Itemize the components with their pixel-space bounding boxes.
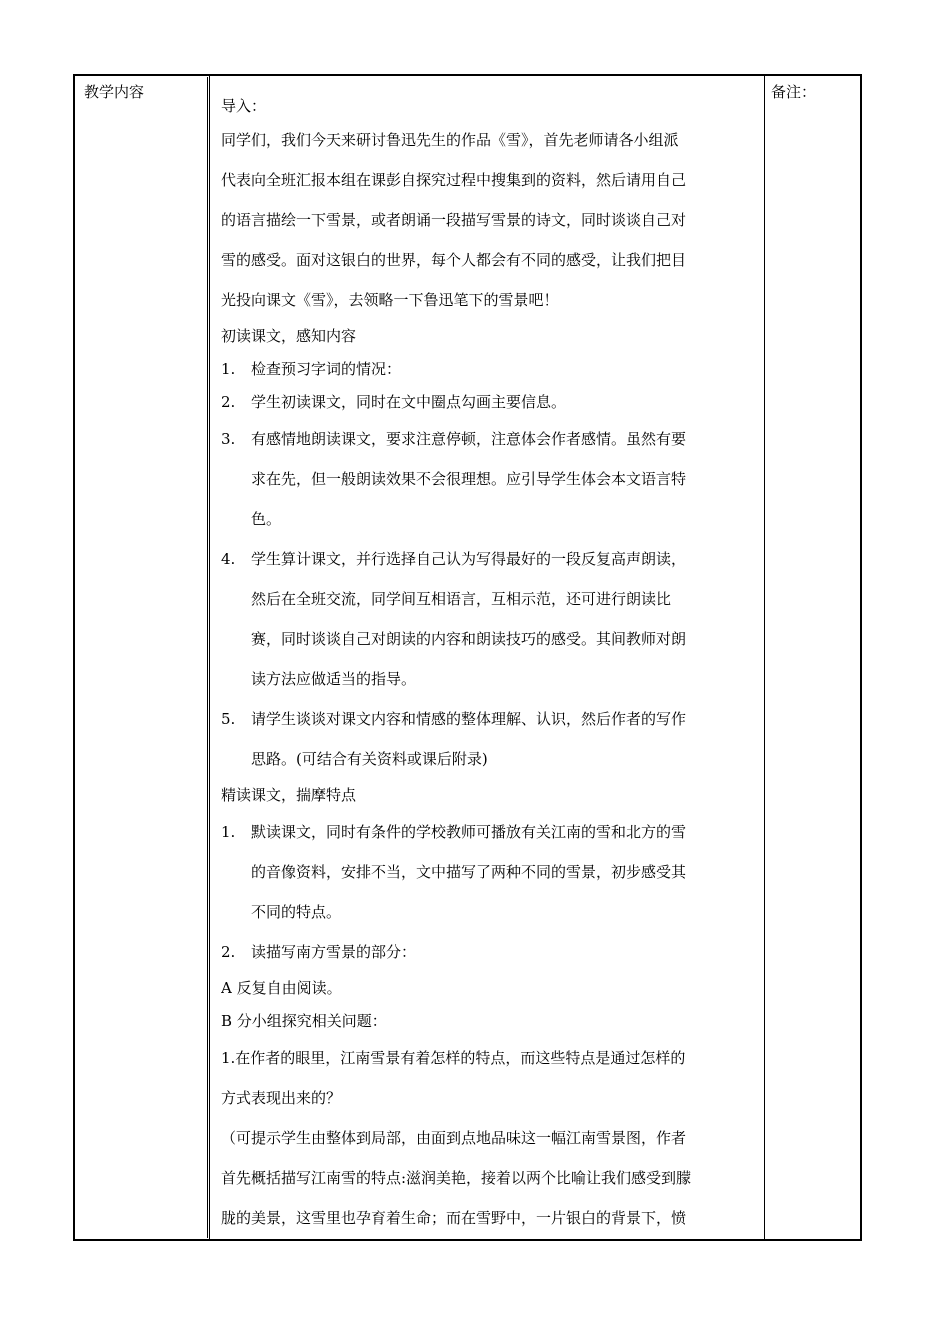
line-text: 求在先，但一般朗读效果不会很理想。应引导学生体会本文语言特 — [251, 470, 687, 488]
numbered-line — [221, 353, 749, 386]
line-text: 的语言描绘一下雪景，或者朗诵一段描写雪景的诗文，同时谈谈自己对 — [221, 211, 687, 229]
main-content-column — [212, 76, 765, 1239]
line-text: 雪的感受。面对这银白的世界，每个人都会有不同的感受，让我们把目 — [221, 251, 687, 269]
notes-label: 备注： — [771, 83, 817, 101]
text-line — [221, 320, 749, 353]
line-text: 然后在全班交流，同学间互相语言，互相示范，还可进行朗读比 — [251, 590, 672, 608]
line-text: 的音像资料，安排不当，文中描写了两种不同的雪景，初步感受其 — [251, 863, 687, 881]
text-line — [221, 852, 749, 892]
line-text: 有感情地朗读课文，要求注意停顿，注意体会作者感情。虽然有要 — [251, 430, 687, 448]
line-text: 胧的美景，这雪里也孕育着生命；而在雪野中，一片银白的背景下，愤 — [221, 1209, 687, 1227]
text-line — [221, 120, 749, 160]
numbered-line — [221, 699, 749, 739]
line-text: 首先概括描写江南雪的特点:滋润美艳，接着以两个比喻让我们感受到朦 — [221, 1169, 692, 1187]
lesson-table — [73, 74, 862, 1241]
text-line — [221, 200, 749, 240]
numbered-line — [221, 812, 749, 852]
line-number: 4. — [221, 550, 236, 568]
line-text: 1.在作者的眼里，江南雪景有着怎样的特点，而这些特点是通过怎样的 — [221, 1049, 686, 1067]
line-text: 不同的特点。 — [251, 903, 342, 921]
line-text: 代表向全班汇报本组在课彭自探究过程中搜集到的资料，然后请用自己 — [221, 171, 687, 189]
text-line — [221, 659, 749, 699]
text-line — [221, 779, 749, 812]
line-text: 请学生谈谈对课文内容和情感的整体理解、认识，然后作者的写作 — [251, 710, 687, 728]
numbered-line — [221, 386, 749, 419]
content-body — [221, 93, 749, 1238]
line-text: 思路。(可结合有关资料或课后附录) — [251, 750, 488, 768]
line-number: 1. — [221, 360, 236, 378]
line-text: 读描写南方雪景的部分： — [251, 943, 417, 961]
numbered-line — [221, 419, 749, 459]
text-line — [221, 892, 749, 932]
line-text: 精读课文，揣摩特点 — [221, 786, 357, 804]
text-line — [221, 160, 749, 200]
text-line — [221, 240, 749, 280]
text-line — [221, 739, 749, 779]
line-number: 2. — [221, 943, 236, 961]
line-number: 5. — [221, 710, 236, 728]
text-line — [221, 1198, 749, 1238]
line-text: 学生算计课文，并行选择自己认为写得最好的一段反复高声朗读， — [251, 550, 687, 568]
line-text: 方式表现出来的？ — [221, 1089, 342, 1107]
label-column — [75, 76, 210, 1239]
text-line — [221, 619, 749, 659]
line-text: 色。 — [251, 510, 282, 528]
text-line — [221, 1038, 749, 1078]
numbered-line — [221, 932, 749, 972]
line-text: （可提示学生由整体到局部，由面到点地品味这一幅江南雪景图，作者 — [221, 1129, 687, 1147]
line-text: B 分小组探究相关问题： — [221, 1012, 387, 1030]
text-line — [221, 93, 749, 120]
line-number: 2. — [221, 393, 236, 411]
text-line — [221, 499, 749, 539]
line-text: 光投向课文《雪》，去领略一下鲁迅笔下的雪景吧！ — [221, 291, 559, 309]
numbered-line — [221, 539, 749, 579]
text-line — [221, 1158, 749, 1198]
line-text: 默读课文，同时有条件的学校教师可播放有关江南的雪和北方的雪 — [251, 823, 687, 841]
line-text: A 反复自由阅读。 — [221, 979, 342, 997]
text-line — [221, 1118, 749, 1158]
text-line — [221, 459, 749, 499]
line-text: 赛，同时谈谈自己对朗读的内容和朗读技巧的感受。其间教师对朗 — [251, 630, 687, 648]
text-line — [221, 280, 749, 320]
text-line — [221, 1005, 749, 1038]
line-number: 3. — [221, 430, 236, 448]
text-line — [221, 579, 749, 619]
line-text: 导入： — [221, 97, 267, 115]
label-column-inner-border — [76, 77, 208, 1238]
notes-column — [765, 76, 860, 1239]
line-text: 初读课文，感知内容 — [221, 327, 357, 345]
line-text: 读方法应做适当的指导。 — [251, 670, 417, 688]
line-text: 检查预习字词的情况： — [251, 360, 402, 378]
line-text: 学生初读课文，同时在文中圈点勾画主要信息。 — [251, 393, 567, 411]
line-number: 1. — [221, 823, 236, 841]
text-line — [221, 972, 749, 1005]
label-teaching-content: 教学内容 — [84, 83, 145, 101]
text-line — [221, 1078, 749, 1118]
line-text: 同学们，我们今天来研讨鲁迅先生的作品《雪》，首先老师请各小组派 — [221, 131, 679, 149]
